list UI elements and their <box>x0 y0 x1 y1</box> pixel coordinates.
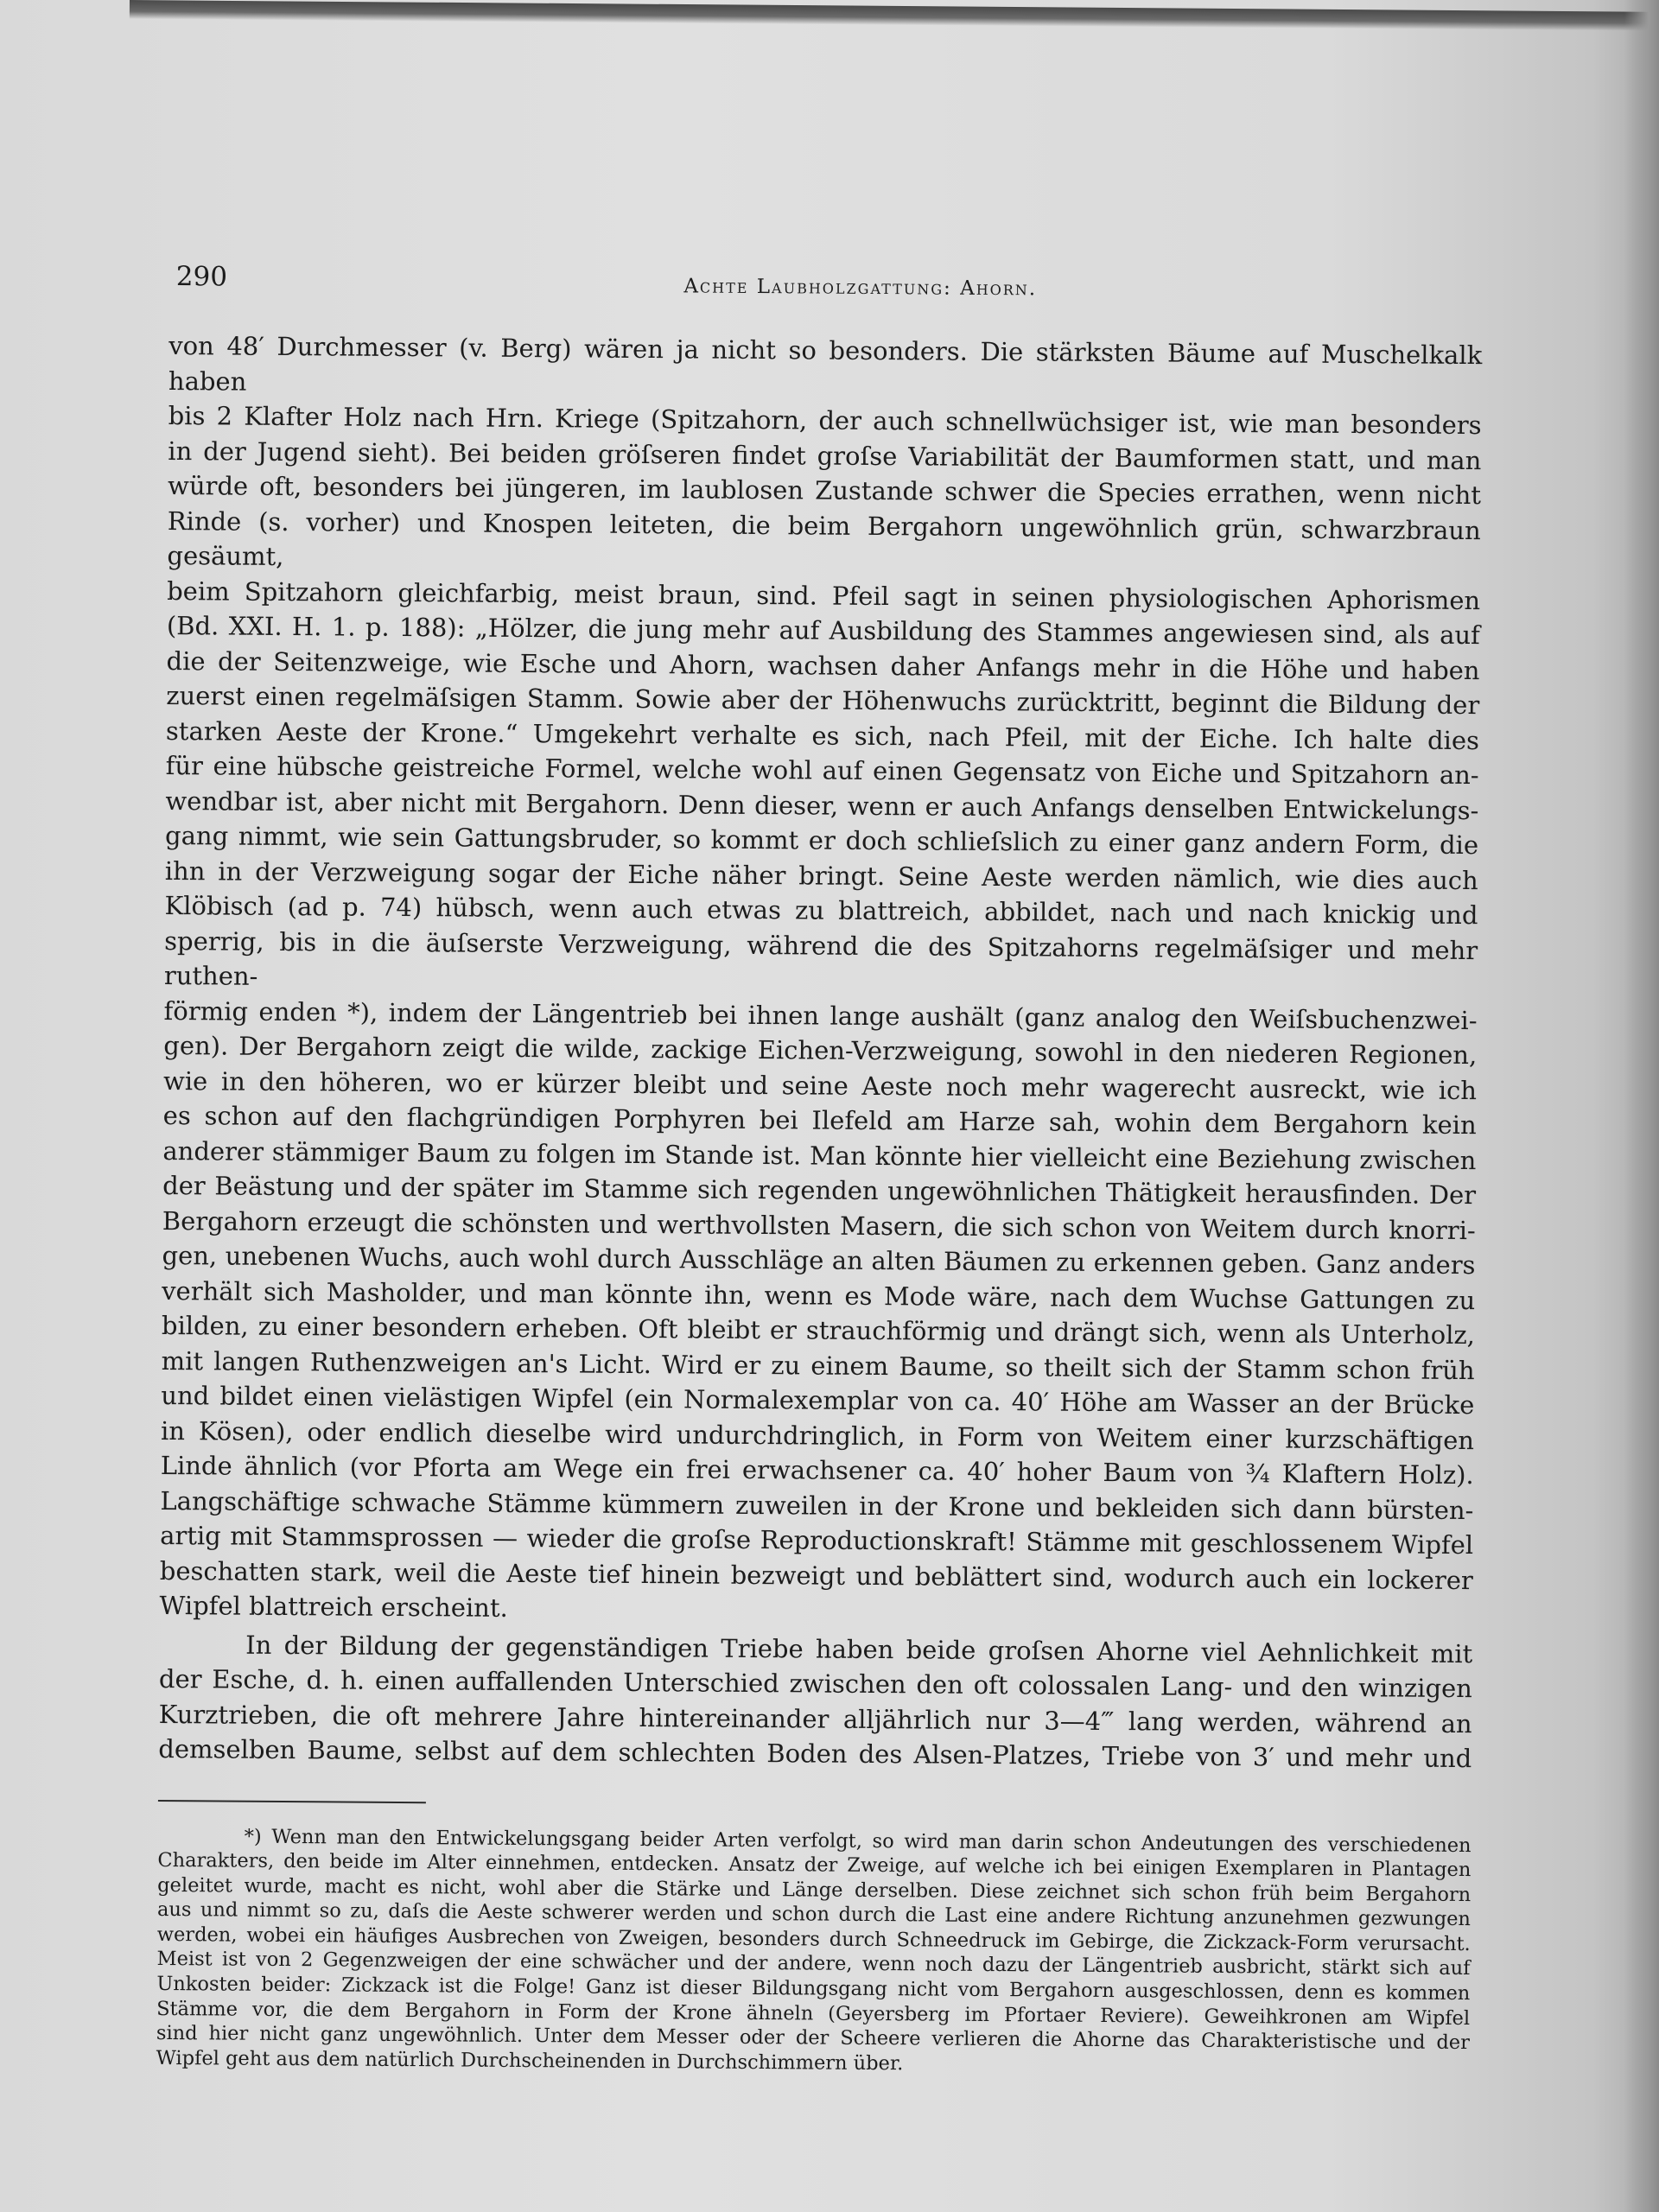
footnote-line: Charakters, den beide im Alter einnehmen, entdecken. Ansatz der Zweige, auf welche ich bei einigen Exemplaren in Plantagen <box>157 1849 1471 1882</box>
footnote-divider <box>158 1799 426 1802</box>
text-line: bis 2 Klafter Holz nach Hrn. Kriege (Spitzahorn, der auch schnellwüchsiger ist, wie man besonders <box>168 400 1482 441</box>
text-line: sperrig, bis in die äuſserste Verzweigung, während die des Spitzahorns regelmäſsiger und mehr ruthen- <box>163 925 1478 991</box>
text-line: förmig enden *), indem der Längentrieb bei ihnen lange aushält (ganz analog den Weiſsbuchenzwei- <box>163 995 1478 1035</box>
text-line: wendbar ist, aber nicht mit Bergahorn. Denn dieser, wenn er auch Anfangs denselben Entwickelungs- <box>165 785 1479 825</box>
binding-shadow <box>1624 0 1659 2212</box>
text-line: verhält sich Masholder, und man könnte ihn, wenn es Mode wäre, nach dem Wuchse Gattungen zu <box>162 1275 1476 1315</box>
text-line: demselben Baume, selbst auf dem schlechten Boden des Alsen-Platzes, Triebe von 3′ und mehr und <box>158 1733 1472 1774</box>
text-line: mit langen Ruthenzweigen an's Licht. Wird er zu einem Baume, so theilt sich der Stamm schon früh <box>161 1345 1475 1385</box>
text-line: Rinde (s. vorher) und Knospen leiteten, die beim Bergahorn ungewöhnlich grün, schwarzbraun gesäumt, <box>167 505 1481 571</box>
text-line: Klöbisch (ad p. 74) hübsch, wenn auch etwas zu blattreich, abbildet, nach und nach knickig und <box>164 890 1478 931</box>
text-line: Linde ähnlich (vor Pforta am Wege ein frei erwachsener ca. 40′ hoher Baum von ¾ Klaftern Holz). <box>160 1450 1474 1491</box>
text-line: Langschäftige schwache Stämme kümmern zuweilen in der Krone und bekleiden sich dann bürsten- <box>160 1485 1474 1525</box>
text-line: ihn in der Verzweigung sogar der Eiche näher bringt. Seine Aeste werden nämlich, wie dies auch <box>164 855 1478 895</box>
text-line: für eine hübsche geistreiche Formel, welche wohl auf einen Gegensatz von Eiche und Spitzahorn an- <box>165 750 1479 791</box>
text-line: der Beästung und der später im Stamme sich regenden ungewöhnlichen Thätigkeit herausfinden. Der <box>162 1170 1477 1211</box>
text-line: starken Aeste der Krone.“ Umgekehrt verhalte es sich, nach Pfeil, mit der Eiche. Ich halte dies <box>165 715 1480 755</box>
text-line: gen, unebenen Wuchs, auch wohl durch Ausschläge an alten Bäumen zu erkennen geben. Ganz anders <box>162 1240 1476 1281</box>
text-line: Kurztrieben, die oft mehrere Jahre hintereinander alljährlich nur 3—4‴ lang werden, während an <box>158 1699 1472 1738</box>
footnote-line: Meist ist von 2 Gegenzweigen der eine schwächer und der andere, wenn noch dazu der Längentrieb ausbricht, stärkt sich auf <box>156 1948 1471 1980</box>
text-line: die der Seitenzweige, wie Esche und Ahorn, wachsen daher Anfangs mehr in die Höhe und haben <box>166 645 1480 685</box>
text-line: In der Bildung der gegenständigen Triebe haben beide groſsen Ahorne viel Aehnlichkeit mit <box>245 1630 1473 1669</box>
text-line: es schon auf den flachgründigen Porphyren bei Ilefeld am Harze sah, wohin dem Bergahorn kein <box>162 1100 1477 1141</box>
page-content <box>156 259 1483 2081</box>
paragraph-2 <box>158 1626 1472 1776</box>
text-line: in der Jugend sieht). Bei beiden gröſseren findet groſse Variabilität der Baumformen statt, und man <box>168 435 1482 475</box>
text-line: beschatten stark, weil die Aeste tief hinein bezweigt und beblättert sind, wodurch auch ein lockerer <box>159 1555 1473 1595</box>
text-line: beim Spitzahorn gleichfarbig, meist braun, sind. Pfeil sagt in seinen physiologischen Aphorismen <box>167 575 1481 615</box>
text-line: von 48′ Durchmesser (v. Berg) wären ja nicht so besonders. Die stärksten Bäume auf Muschelkalk haben <box>168 330 1483 397</box>
text-line: der Esche, d. h. einen auffallenden Unterschied zwischen den oft colossalen Lang- und den winzigen <box>158 1663 1473 1704</box>
text-line: Bergahorn erzeugt die schönsten und werthvollsten Masern, die sich schon von Weitem durch knorri- <box>162 1205 1476 1245</box>
paragraph-1 <box>159 328 1482 1633</box>
footnote-line: Unkosten beider: Zickzack ist die Folge! Ganz ist dieser Bildungsgang nicht vom Bergahorn ausgeschlossen, denn es kommen <box>156 1973 1471 2005</box>
text-line: bilden, zu einer besondern erheben. Oft bleibt er strauchförmig und drängt sich, wenn als Unterholz, <box>161 1310 1476 1351</box>
text-line: würde oft, besonders bei jüngeren, im laublosen Zustande schwer die Species errathen, wenn nicht <box>167 470 1482 511</box>
text-line: gang nimmt, wie sein Gattungsbruder, so kommt er doch schlieſslich zu einer ganz andern Form, die <box>164 820 1479 861</box>
footnote-line: geleitet wurde, macht es nicht, wohl aber die Stärke und Länge derselben. Diese zeichnet sich schon früh beim Bergahorn <box>157 1873 1471 1906</box>
body-text <box>158 328 1482 1777</box>
text-line: zuerst einen regelmäſsigen Stamm. Sowie aber der Höhenwuchs zurücktritt, beginnt die Bildung der <box>166 680 1480 721</box>
footnote-line: *) Wenn man den Entwickelungsgang beider Arten verfolgt, so wird man darin schon Andeutungen des verschiedenen <box>244 1825 1471 1857</box>
text-line: artig mit Stammsprossen — wieder die groſse Reproductionskraft! Stämme mit geschlossenem Wipfel <box>160 1520 1474 1560</box>
footnote-line: werden, wobei ein häufiges Ausbrechen von Zweigen, besonders durch Schneedruck im Gebirge, die Zickzack-Form verursacht. <box>156 1923 1471 1955</box>
footnote-line: sind hier nicht ganz ungewöhnlich. Unter dem Messer oder der Scheere verlieren die Ahorne das Charakteristische und der <box>156 2022 1471 2055</box>
footnote-line: Wipfel geht aus dem natürlich Durchscheinenden in Durchschimmern über. <box>156 2046 904 2075</box>
text-line: und bildet einen vielästigen Wipfel (ein Normalexemplar von ca. 40′ Höhe am Wasser an der Brücke <box>161 1380 1475 1421</box>
page-header <box>169 259 1483 307</box>
footnote-line: Stämme vor, die dem Bergahorn in Form der Krone ähneln (Geyersberg im Pfortaer Reviere). Geweihkronen am Wipfel <box>156 1997 1471 2030</box>
text-line: wie in den höheren, wo er kürzer bleibt und seine Aeste noch mehr wagerecht ausreckt, wie ich <box>162 1065 1478 1105</box>
running-head: Achte Laubholzgattung: Ahorn. <box>683 275 1038 301</box>
footnote-line: aus und nimmt so zu, daſs die Aeste schwerer werden und schon durch die Last eine andere Richtung anzunehmen gezwungen <box>156 1898 1471 1931</box>
footnote <box>156 1823 1471 2080</box>
page-number: 290 <box>175 261 228 293</box>
text-line: (Bd. XXI. H. 1. p. 188): „Hölzer, die jung mehr auf Ausbildung des Stammes angewiesen sind, als auf <box>166 610 1480 651</box>
top-edge-shadow <box>130 0 1659 31</box>
text-line: in Kösen), oder endlich dieselbe wird undurchdringlich, in Form von Weitem einer kurzschäftigen <box>160 1415 1475 1455</box>
text-line: Wipfel blattreich erscheint. <box>159 1590 508 1623</box>
text-line: gen). Der Bergahorn zeigt die wilde, zackige Eichen-Verzweigung, sowohl in den niederen Regionen, <box>163 1030 1478 1071</box>
text-line: anderer stämmiger Baum zu folgen im Stande ist. Man könnte hier vielleicht eine Beziehung zwischen <box>162 1135 1477 1175</box>
